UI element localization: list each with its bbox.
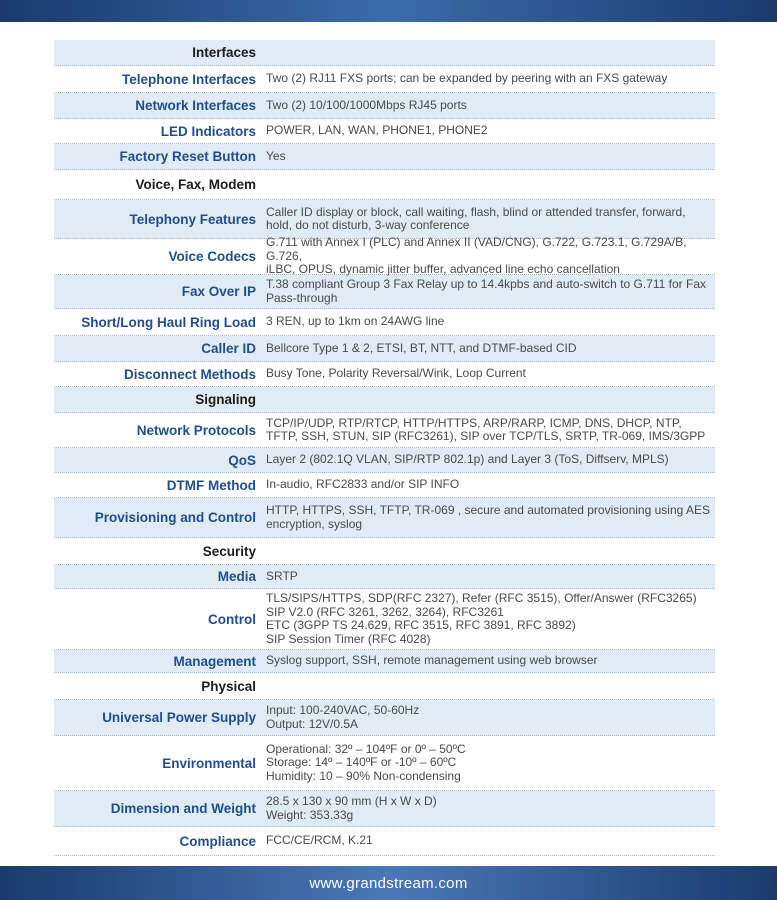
row-label: Universal Power Supply [102, 710, 256, 725]
row-label: Telephone Interfaces [121, 71, 256, 87]
row-value: HTTP, HTTPS, SSH, TFTP, TR-069 , secure and automated provisioning using AES encryption, syslog [266, 503, 710, 531]
row-value: Busy Tone, Polarity Reversal/Wink, Loop Current [266, 366, 526, 381]
section-title: Physical [201, 678, 256, 694]
top-banner [0, 0, 777, 22]
table-row [54, 448, 715, 473]
row-label: Management [173, 653, 256, 669]
row-value: Layer 2 (802.1Q VLAN, SIP/RTP 802.1p) and Layer 3 (ToS, Diffserv, MPLS) [266, 452, 669, 467]
row-value: Bellcore Type 1 & 2, ETSI, BT, NTT, and DTMF-based CID [266, 340, 577, 355]
section-title: Voice, Fax, Modem [135, 177, 256, 192]
table-row [54, 736, 715, 791]
row-label: Media [217, 569, 256, 584]
table-row [54, 650, 715, 673]
table-row [54, 144, 715, 170]
section-header-security [54, 538, 715, 565]
table-row [54, 589, 715, 650]
row-label: Short/Long Haul Ring Load [81, 314, 256, 330]
table-row [54, 498, 715, 538]
table-row [54, 413, 715, 448]
row-value: Syslog support, SSH, remote management using web browser [266, 653, 598, 668]
section-header-physical [54, 673, 715, 700]
row-value: 3 REN, up to 1km on 24AWG line [266, 314, 445, 329]
row-value: Yes [266, 148, 286, 163]
row-value: SRTP [266, 568, 298, 583]
section-title: Signaling [195, 392, 256, 407]
table-row [54, 66, 715, 93]
row-label: Voice Codecs [168, 249, 256, 264]
row-label: Dimension and Weight [110, 801, 256, 816]
section-title: Interfaces [192, 45, 256, 60]
table-row [54, 473, 715, 498]
table-row [54, 93, 715, 119]
row-label: QoS [228, 452, 256, 468]
row-value: T.38 compliant Group 3 Fax Relay up to 14.4kpbs and auto-switch to G.711 for Fax Pass-through [266, 277, 707, 305]
table-row [54, 119, 715, 144]
row-value: In-audio, RFC2833 and/or SIP INFO [266, 477, 460, 492]
row-label: Fax Over IP [181, 284, 256, 299]
row-value: Caller ID display or block, call waiting, flash, blind or attended transfer, forward, hold, do not disturb, 3-way conference [266, 204, 686, 232]
row-value: TCP/IP/UDP, RTP/RTCP, HTTP/HTTPS, ARP/RARP, ICMP, DNS, DHCP, NTP, TFTP, SSH, STUN, SIP (RFC3261), SIP over TCP/TLS, SRTP, TR-069, IMS/3GPP [266, 415, 706, 443]
row-label: Caller ID [201, 341, 256, 356]
table-row [54, 309, 715, 336]
footer-bar [0, 866, 777, 900]
row-label: Factory Reset Button [119, 149, 256, 164]
section-header-interfaces [54, 40, 715, 66]
row-label: Control [208, 611, 256, 627]
row-label: Disconnect Methods [123, 366, 256, 382]
spec-table [54, 40, 715, 856]
table-row [54, 200, 715, 239]
row-value: G.711 with Annex I (PLC) and Annex II (VAD/CNG), G.722, G.723.1, G.729A/B, G.726, iLBC, OPUS, dynamic jitter buffer, advanced line echo cancellation [266, 235, 687, 277]
table-row [54, 827, 715, 856]
table-row [54, 700, 715, 736]
row-value: 28.5 x 130 x 90 mm (H x W x D) Weight: 353.33g [266, 794, 437, 822]
table-row [54, 565, 715, 589]
section-header-voice-fax-modem [54, 170, 715, 200]
row-value: TLS/SIPS/HTTPS, SDP(RFC 2327), Refer (RFC 3515), Offer/Answer (RFC3265) SIP V2.0 (RFC 3261, 3262, 3264), RFC3261 ETC (3GPP TS 24.629, RFC 3515, RFC 3891, RFC 3892) SIP Session Timer (RFC 4028) [266, 591, 697, 646]
row-label: Telephony Features [129, 211, 256, 227]
table-row [54, 235, 715, 277]
row-value: Two (2) RJ11 FXS ports; can be expanded by peering with an FXS gateway [266, 71, 668, 86]
row-label: LED Indicators [160, 123, 256, 139]
row-label: DTMF Method [166, 477, 256, 493]
row-label: Compliance [179, 833, 256, 849]
row-value: FCC/CE/RCM, K.21 [266, 833, 373, 848]
table-row [54, 362, 715, 387]
row-label: Network Protocols [136, 422, 256, 438]
footer-url[interactable]: www.grandstream.com [309, 874, 468, 892]
row-label: Network Interfaces [135, 98, 256, 113]
section-header-signaling [54, 387, 715, 413]
row-value: Operational: 32º – 104ºF or 0º – 50ºC Storage: 14º – 140ºF or -10º – 60ºC Humidity: 10 – 90% Non-condensing [266, 741, 466, 783]
row-value: Two (2) 10/100/1000Mbps RJ45 ports [266, 97, 467, 112]
table-row [54, 791, 715, 827]
section-title: Security [202, 543, 256, 559]
table-row [54, 275, 715, 309]
table-row [54, 336, 715, 362]
row-label: Provisioning and Control [94, 510, 256, 525]
row-value: POWER, LAN, WAN, PHONE1, PHONE2 [266, 123, 488, 138]
row-label: Environmental [162, 755, 256, 771]
row-value: Input: 100-240VAC, 50-60Hz Output: 12V/0.5A [266, 703, 420, 731]
